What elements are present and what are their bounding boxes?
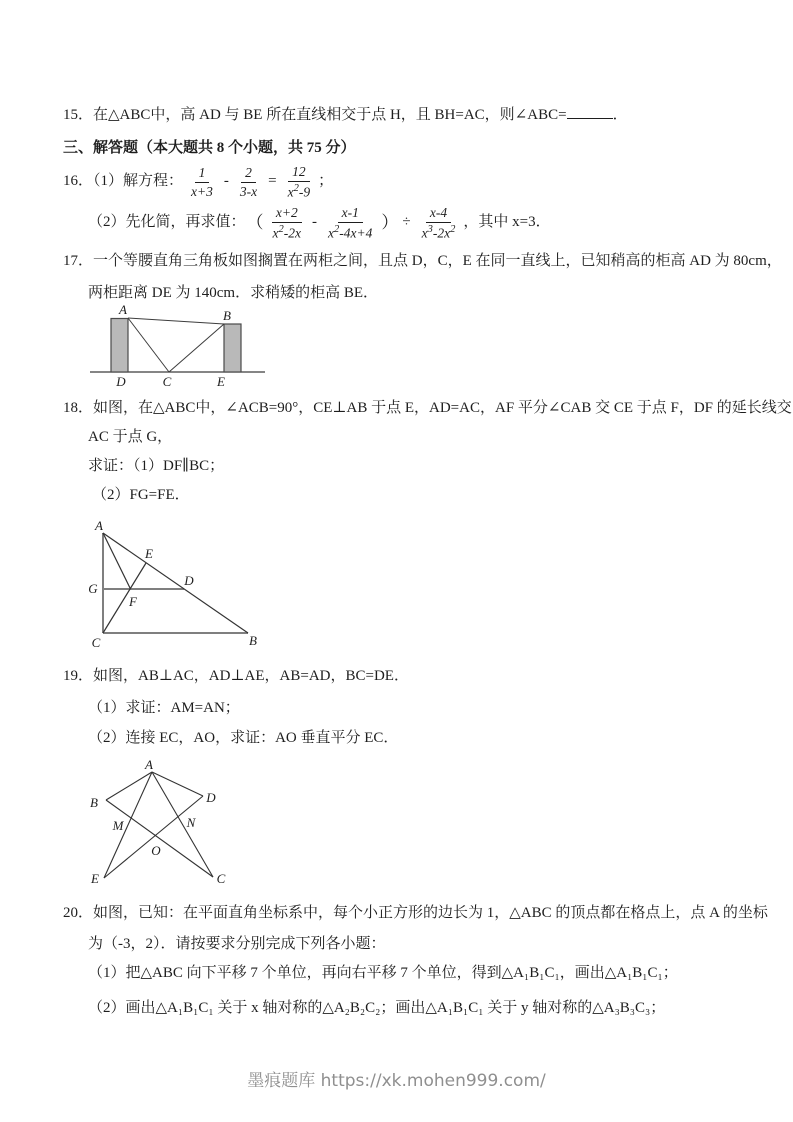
segment-CB: [169, 324, 224, 372]
divide-operator: ÷: [402, 214, 411, 231]
point-label-B: B: [223, 308, 231, 323]
right-cabinet: [224, 324, 241, 372]
fraction-3: $\frac{12}{x^2-9}$: [287, 164, 311, 200]
segment-AE: [104, 772, 152, 878]
question-17-line1: 17．一个等腰直角三角板如图搁置在两柜之间，且点 D，C，E 在同一直线上，已知稍高的柜高 AD 为 80cm，: [63, 253, 782, 269]
fraction-1: $\frac{1}{x+3}$: [191, 164, 213, 199]
question-19-line1: 19．如图，AB⊥AC，AD⊥AE，AB=AD，BC=DE．: [63, 668, 409, 684]
fraction-6: $\frac{x-4}{x^3-2x^2}$: [421, 205, 456, 241]
segment-CE: [103, 563, 146, 633]
figure-q19-star: [78, 758, 243, 893]
section-header: 三、解答题（本大题共 8 个小题，共 75 分）: [63, 140, 356, 156]
question-15: [63, 103, 628, 124]
segment-AB: [128, 318, 224, 324]
fraction-4: $\frac{x+2}{x^2-2x}$: [272, 205, 302, 241]
question-18-line4: （2）FG=FE．: [92, 487, 190, 503]
question-16-intro2: （2）先化简，再求值：: [88, 214, 246, 231]
point-label-A: A: [119, 302, 127, 317]
minus-operator: -: [312, 214, 318, 231]
fraction-5: $\frac{x-1}{x^2-4x+4}$: [328, 205, 373, 241]
equals-operator: =: [268, 173, 277, 190]
site-footer: 墨痕题库 https://xk.mohen999.com/: [247, 1071, 546, 1091]
question-18-line2: AC 于点 G，: [88, 429, 173, 445]
figure-q17-cabinets: [85, 297, 325, 397]
segment-AD: [152, 772, 203, 796]
point-label-C: C: [216, 871, 226, 886]
question-15-text: 15．在△ABC中，高 AD 与 BE 所在直线相交于点 H，且 BH=AC，则∠ABC=: [63, 107, 567, 123]
question-20-line1: 20．如图，已知：在平面直角坐标系中，每个小正方形的边长为 1，△ABC 的顶点都在格点上，点 A 的坐标: [63, 905, 768, 921]
question-16-eq2-tail: ，其中 x=3．: [463, 214, 551, 231]
point-label-G: G: [88, 581, 98, 596]
point-label-C: C: [91, 635, 101, 650]
question-18-line3: 求证：（1）DF∥BC；: [88, 458, 225, 474]
question-16-eq1-tail: ；: [318, 173, 334, 190]
point-label-D: D: [206, 790, 216, 805]
close-paren: ）: [381, 213, 399, 233]
left-cabinet: [111, 319, 128, 373]
question-16-part1: [63, 160, 333, 204]
minus-operator: -: [223, 173, 229, 190]
segment-AC: [128, 318, 169, 372]
point-label-N: N: [186, 815, 196, 830]
point-label-O: O: [151, 843, 161, 858]
question-20-line4: （2）画出△A₁B₁C₁ 关于 x 轴对称的△A₂B₂C₂；画出△A₁B₁C₁ 关于 y 轴对称的△A₃B₃C₃；: [88, 1000, 666, 1016]
segment-AC: [152, 772, 213, 877]
point-label-E: E: [91, 871, 99, 886]
segment-AB: [103, 533, 248, 633]
question-19-line2: （1）求证：AM=AN；: [88, 700, 240, 716]
point-label-E: E: [217, 374, 225, 389]
answer-blank: [567, 103, 613, 119]
point-label-F: F: [129, 594, 137, 609]
point-label-E: E: [145, 546, 153, 561]
question-20-line2: 为（-3，2）．请按要求分别完成下列各小题：: [88, 936, 386, 952]
figure-q18-triangle: [85, 518, 270, 653]
question-16-part2: [88, 199, 551, 247]
point-label-A: A: [95, 518, 103, 533]
point-label-M: M: [112, 818, 124, 833]
question-19-line3: （2）连接 EC，AO，求证：AO 垂直平分 EC．: [88, 730, 399, 746]
question-16-intro1: 16．（1）解方程：: [63, 173, 184, 190]
point-label-B: B: [90, 795, 98, 810]
segment-AF: [103, 533, 131, 589]
point-label-B: B: [249, 633, 257, 648]
question-15-tail: ．: [612, 107, 628, 123]
question-17-line2: 两柜距离 DE 为 140cm．求稍矮的柜高 BE．: [88, 285, 378, 301]
point-label-D: D: [184, 573, 194, 588]
open-paren: （: [246, 213, 264, 233]
fraction-2: $\frac{2}{3-x}$: [239, 164, 258, 199]
point-label-D: D: [116, 374, 126, 389]
question-20-line3: （1）把△ABC 向下平移 7 个单位，再向右平移 7 个单位，得到△A₁B₁C₁，画出△A₁B₁C₁；: [88, 965, 678, 981]
segment-DE: [104, 796, 203, 878]
point-label-A: A: [145, 758, 153, 772]
point-label-C: C: [162, 374, 172, 389]
question-18-line1: 18．如图，在△ABC中，∠ACB=90°，CE⊥AB 于点 E，AD=AC，AF 平分∠CAB 交 CE 于点 F，DF 的延长线交: [63, 400, 792, 416]
